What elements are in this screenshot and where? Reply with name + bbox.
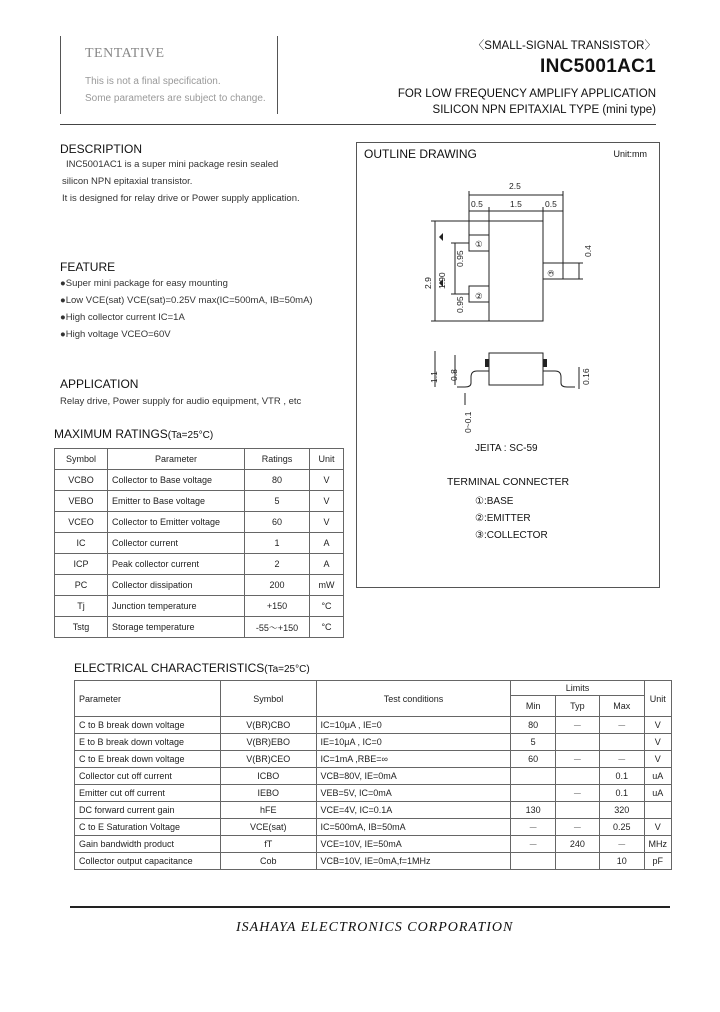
table-cell: uA — [644, 785, 672, 802]
table-cell: V(BR)CBO — [220, 717, 316, 734]
table-cell: A — [310, 533, 344, 554]
electrical-table — [74, 680, 672, 870]
dim-body-height: 0.8 — [449, 369, 459, 381]
table-cell — [600, 734, 644, 751]
tentative-notice — [60, 36, 278, 114]
table-cell: pF — [644, 853, 672, 870]
feature-heading: FEATURE — [60, 260, 116, 274]
table-header-row — [55, 449, 344, 470]
table-cell: VCE=10V, IE=50mA — [316, 836, 511, 853]
table-cell: Cob — [220, 853, 316, 870]
table-cell: Tj — [55, 596, 108, 617]
table-header-row — [75, 681, 672, 696]
pin-3-label: ③ — [546, 269, 556, 277]
description-body — [62, 156, 347, 207]
column-header: Parameter — [108, 449, 245, 470]
terminal-item: ②:EMITTER — [475, 513, 531, 524]
table-cell: Tstg — [55, 617, 108, 638]
table-cell: 10 — [600, 853, 644, 870]
table-cell — [555, 802, 599, 819]
max-ratings-table — [54, 448, 344, 638]
column-header: Max — [600, 696, 644, 717]
table-cell: Gain bandwidth product — [75, 836, 221, 853]
table-cell: － — [555, 751, 599, 768]
table-cell — [511, 853, 555, 870]
category-label: 〈SMALL-SIGNAL TRANSISTOR〉 — [472, 40, 656, 52]
table-cell: 130 — [511, 802, 555, 819]
table-cell: -55～+150 — [245, 617, 310, 638]
terminal-heading: TERMINAL CONNECTER — [447, 476, 570, 488]
package-body — [489, 221, 543, 321]
tentative-line-1: This is not a final specification. — [85, 76, 221, 87]
table-cell: 80 — [511, 717, 555, 734]
table-row — [55, 575, 344, 596]
max-ratings-condition: (Ta=25°C) — [167, 430, 214, 441]
column-header: Typ — [555, 696, 599, 717]
table-cell: 320 — [600, 802, 644, 819]
table-cell: Collector dissipation — [108, 575, 245, 596]
table-cell: － — [600, 836, 644, 853]
tentative-line-2: Some parameters are subject to change. — [85, 93, 266, 104]
table-cell: C to E break down voltage — [75, 751, 221, 768]
table-cell: 5 — [511, 734, 555, 751]
table-cell: IC=500mA, IB=50mA — [316, 819, 511, 836]
table-cell: 5 — [245, 491, 310, 512]
table-row — [75, 853, 672, 870]
header-divider — [60, 124, 656, 125]
table-cell: °C — [310, 596, 344, 617]
table-cell: Collector to Emitter voltage — [108, 512, 245, 533]
electrical-title: ELECTRICAL CHARACTERISTICS — [74, 661, 265, 675]
electrical-heading — [74, 661, 310, 675]
table-cell: Emitter cut off current — [75, 785, 221, 802]
table-cell: 1 — [245, 533, 310, 554]
table-row — [75, 768, 672, 785]
table-cell: V — [644, 751, 672, 768]
table-cell: V — [644, 734, 672, 751]
table-cell: V(BR)CEO — [220, 751, 316, 768]
table-cell: － — [555, 785, 599, 802]
side-lead-right — [543, 371, 575, 387]
table-cell: IC=10μA , IE=0 — [316, 717, 511, 734]
column-header: Limits — [511, 681, 644, 696]
column-header: Unit — [310, 449, 344, 470]
table-row — [75, 802, 672, 819]
table-row — [75, 751, 672, 768]
outline-heading: OUTLINE DRAWING — [364, 147, 477, 161]
table-cell: 0.1 — [600, 785, 644, 802]
table-cell: Emitter to Base voltage — [108, 491, 245, 512]
dim-standoff: 0~0.1 — [463, 411, 473, 433]
table-cell: fT — [220, 836, 316, 853]
table-row — [55, 470, 344, 491]
table-cell: V — [644, 717, 672, 734]
table-cell: VCB=10V, IE=0mA,f=1MHz — [316, 853, 511, 870]
table-cell: － — [555, 717, 599, 734]
dim-total-width: 2.5 — [509, 181, 521, 191]
dim-pitch-top: 0.95 — [455, 250, 465, 267]
table-cell: 240 — [555, 836, 599, 853]
type-line: SILICON NPN EPITAXIAL TYPE (mini type) — [432, 104, 656, 116]
electrical-condition: (Ta=25°C) — [264, 664, 310, 675]
table-cell: Collector cut off current — [75, 768, 221, 785]
table-cell: uA — [644, 768, 672, 785]
table-cell: 2 — [245, 554, 310, 575]
description-line: silicon NPN epitaxial transistor. — [62, 176, 193, 187]
application-line: FOR LOW FREQUENCY AMPLIFY APPLICATION — [397, 88, 656, 100]
table-cell — [555, 853, 599, 870]
feature-list — [60, 275, 350, 343]
column-header: Unit — [644, 681, 672, 717]
part-number: INC5001AC1 — [540, 56, 656, 77]
table-cell: 60 — [511, 751, 555, 768]
table-row — [55, 596, 344, 617]
dim-lead-width: 0.4 — [583, 245, 593, 257]
table-cell: E to B break down voltage — [75, 734, 221, 751]
table-row — [75, 836, 672, 853]
table-cell: VCE(sat) — [220, 819, 316, 836]
table-cell: ICBO — [220, 768, 316, 785]
table-cell: 60 — [245, 512, 310, 533]
table-cell: IC — [55, 533, 108, 554]
table-cell: +150 — [245, 596, 310, 617]
column-header: Parameter — [75, 681, 221, 717]
column-header: Min — [511, 696, 555, 717]
table-cell: ICP — [55, 554, 108, 575]
table-cell: － — [511, 836, 555, 853]
table-cell: PC — [55, 575, 108, 596]
dim-right-width: 0.5 — [545, 199, 557, 209]
table-cell: － — [555, 819, 599, 836]
table-cell — [555, 734, 599, 751]
side-lead-left — [457, 371, 489, 387]
side-view-body — [489, 353, 543, 385]
footer-divider — [70, 906, 670, 908]
table-cell: Storage temperature — [108, 617, 245, 638]
table-cell: C to B break down voltage — [75, 717, 221, 734]
table-cell: Collector output capacitance — [75, 853, 221, 870]
table-cell — [555, 768, 599, 785]
table-cell: A — [310, 554, 344, 575]
column-header: Symbol — [55, 449, 108, 470]
table-cell: V(BR)EBO — [220, 734, 316, 751]
jeita-label: JEITA : SC-59 — [475, 443, 538, 454]
pin-2-label: ② — [475, 291, 483, 301]
table-row — [55, 533, 344, 554]
table-cell: IC=1mA ,RBE=∞ — [316, 751, 511, 768]
feature-item: ●High voltage VCEO=60V — [60, 329, 171, 340]
table-cell: 0.25 — [600, 819, 644, 836]
table-row — [55, 512, 344, 533]
description-heading: DESCRIPTION — [60, 142, 143, 156]
table-cell — [644, 802, 672, 819]
table-cell: V — [310, 470, 344, 491]
table-cell: DC forward current gain — [75, 802, 221, 819]
unit-label: Unit:mm — [613, 149, 647, 159]
table-cell: V — [310, 491, 344, 512]
table-cell — [511, 785, 555, 802]
table-row — [55, 554, 344, 575]
application-heading: APPLICATION — [60, 377, 139, 391]
table-row — [75, 819, 672, 836]
dim-mid-width: 1.5 — [510, 199, 522, 209]
table-cell: MHz — [644, 836, 672, 853]
table-cell: Peak collector current — [108, 554, 245, 575]
dim-thickness: 0.16 — [581, 368, 591, 385]
table-cell: 80 — [245, 470, 310, 491]
terminal-item: ①:BASE — [475, 496, 514, 507]
table-cell: VCEO — [55, 512, 108, 533]
package-outline-svg — [357, 171, 657, 441]
description-line: INC5001AC1 is a super mini package resin sealed — [66, 159, 279, 170]
column-header: Ratings — [245, 449, 310, 470]
table-cell: hFE — [220, 802, 316, 819]
table-row — [75, 785, 672, 802]
feature-item: ●High collector current IC=1A — [60, 312, 185, 323]
table-cell: 0.1 — [600, 768, 644, 785]
company-name: ISAHAYA ELECTRONICS CORPORATION — [236, 920, 514, 935]
terminal-list — [475, 493, 548, 544]
table-cell: V — [644, 819, 672, 836]
table-cell: IEBO — [220, 785, 316, 802]
application-text: Relay drive, Power supply for audio equipment, VTR , etc — [60, 396, 302, 407]
outline-drawing-panel — [356, 142, 660, 588]
dim-total-height: 2.9 — [423, 277, 433, 289]
table-cell: IE=10μA , IC=0 — [316, 734, 511, 751]
table-cell: － — [600, 717, 644, 734]
table-row — [55, 491, 344, 512]
table-cell: Junction temperature — [108, 596, 245, 617]
table-cell: °C — [310, 617, 344, 638]
description-line: It is designed for relay drive or Power supply application. — [62, 193, 300, 204]
table-cell: － — [600, 751, 644, 768]
feature-item: ●Low VCE(sat) VCE(sat)=0.25V max(IC=500mA, IB=50mA) — [60, 295, 313, 306]
table-cell: 200 — [245, 575, 310, 596]
table-cell — [511, 768, 555, 785]
dim-left-width: 0.5 — [471, 199, 483, 209]
feature-item: ●Super mini package for easy mounting — [60, 278, 228, 289]
table-row — [75, 734, 672, 751]
column-header: Symbol — [220, 681, 316, 717]
max-ratings-title: MAXIMUM RATINGS — [54, 427, 168, 441]
table-cell: VEB=5V, IC=0mA — [316, 785, 511, 802]
max-ratings-heading — [54, 427, 213, 441]
dim-inner-height: 1.90 — [437, 272, 447, 289]
table-cell: C to E Saturation Voltage — [75, 819, 221, 836]
dim-pitch-bottom: 0.95 — [455, 296, 465, 313]
table-cell: VEBO — [55, 491, 108, 512]
table-cell: VCE=4V, IC=0.1A — [316, 802, 511, 819]
dim-height: 1.1 — [429, 371, 439, 383]
table-cell: － — [511, 819, 555, 836]
table-cell: Collector current — [108, 533, 245, 554]
table-row — [55, 617, 344, 638]
table-cell: V — [310, 512, 344, 533]
terminal-item: ③:COLLECTOR — [475, 530, 548, 541]
table-cell: mW — [310, 575, 344, 596]
table-cell: Collector to Base voltage — [108, 470, 245, 491]
pin-1-label: ① — [475, 239, 483, 249]
tentative-title: TENTATIVE — [85, 46, 165, 61]
table-cell: VCB=80V, IE=0mA — [316, 768, 511, 785]
table-cell: VCBO — [55, 470, 108, 491]
column-header: Test conditions — [316, 681, 511, 717]
table-row — [75, 717, 672, 734]
